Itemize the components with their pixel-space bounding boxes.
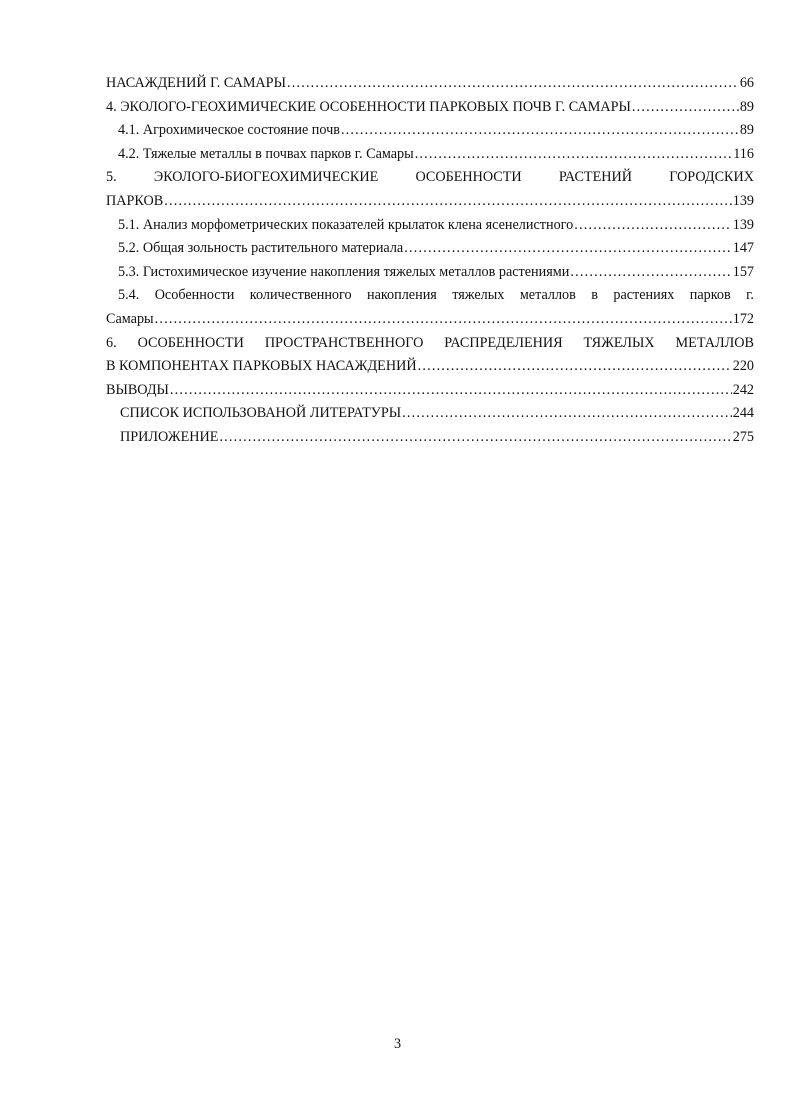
toc-entry bbox=[106, 308, 754, 332]
toc-word: накопления bbox=[366, 287, 437, 304]
toc-leader-dots bbox=[574, 214, 731, 238]
toc-entry bbox=[106, 96, 754, 120]
toc-subentry bbox=[106, 143, 754, 167]
toc-leader-dots bbox=[164, 190, 732, 214]
toc-subentry-justified-line bbox=[106, 284, 754, 308]
toc-leader-dots bbox=[415, 143, 733, 167]
toc-entry-page: 116 bbox=[733, 145, 754, 162]
toc-entry-title: Самары bbox=[106, 310, 154, 327]
page-number: 3 bbox=[393, 1036, 402, 1052]
toc-word: ЭКОЛОГО-БИОГЕОХИМИЧЕСКИЕ bbox=[153, 169, 379, 186]
toc-entry-page: 139 bbox=[732, 192, 754, 209]
toc-entry-justified-line bbox=[106, 166, 754, 190]
toc-entry bbox=[106, 402, 754, 426]
toc-word: растениях bbox=[613, 287, 675, 304]
toc-word: тяжелых bbox=[452, 287, 505, 304]
toc-leader-dots bbox=[170, 379, 732, 403]
toc-entry-title: 4. ЭКОЛОГО-ГЕОХИМИЧЕСКИЕ ОСОБЕННОСТИ ПАРКОВЫХ ПОЧВ Г. САМАРЫ bbox=[106, 98, 631, 115]
toc-entry-page: 66 bbox=[739, 75, 754, 91]
toc-leader-dots bbox=[418, 355, 732, 379]
toc-entry-page: 220 bbox=[732, 358, 754, 375]
toc-word: 5.4. bbox=[118, 287, 140, 304]
toc-entry-title: В КОМПОНЕНТАХ ПАРКОВЫХ НАСАЖДЕНИЙ bbox=[106, 358, 417, 375]
toc-entry-title: 5.3. Гистохимическое изучение накопления тяжелых металлов растениями bbox=[118, 263, 570, 280]
toc-word: МЕТАЛЛОВ bbox=[675, 334, 754, 351]
toc-entry-title: 4.2. Тяжелые металлы в почвах парков г. Самары bbox=[118, 145, 414, 162]
toc-leader-dots bbox=[287, 72, 739, 96]
toc-word: ГОРОДСКИХ bbox=[669, 169, 754, 186]
toc-leader-dots bbox=[219, 426, 731, 450]
toc-subentry bbox=[106, 237, 754, 261]
toc-entry bbox=[106, 355, 754, 379]
toc-entry-title: 5.2. Общая зольность растительного материала bbox=[118, 240, 404, 257]
toc-leader-dots bbox=[402, 402, 732, 426]
toc-entry-page: 157 bbox=[732, 263, 754, 280]
toc-word: ОСОБЕННОСТИ bbox=[415, 169, 522, 186]
toc-leader-dots bbox=[632, 96, 739, 120]
toc-leader-dots bbox=[404, 237, 731, 261]
toc-entry-page: 275 bbox=[732, 428, 754, 445]
toc-word: 6. bbox=[106, 334, 117, 351]
toc-entry-title: ПАРКОВ bbox=[106, 192, 164, 209]
toc-entry-title: 4.1. Агрохимическое состояние почв bbox=[118, 122, 340, 139]
toc-entry-justified-line bbox=[106, 332, 754, 356]
toc-entry-page: 244 bbox=[732, 405, 754, 422]
toc-word: Особенности bbox=[154, 287, 235, 304]
toc-entry bbox=[106, 72, 754, 96]
toc-word: в bbox=[591, 287, 598, 304]
toc-word: парков bbox=[689, 287, 731, 304]
toc-entry-title: ВЫВОДЫ bbox=[106, 381, 169, 398]
toc-word: ПРОСТРАНСТВЕННОГО bbox=[264, 334, 424, 351]
toc-leader-dots bbox=[570, 261, 731, 285]
toc-entry-page: 147 bbox=[732, 240, 754, 257]
toc-leader-dots bbox=[341, 119, 739, 143]
toc-subentry bbox=[106, 261, 754, 285]
toc-word: г. bbox=[746, 287, 754, 304]
toc-word: РАСПРЕДЕЛЕНИЯ bbox=[444, 334, 563, 351]
table-of-contents bbox=[106, 72, 754, 450]
toc-entry-page: 89 bbox=[739, 122, 754, 139]
toc-entry-title: 5.1. Анализ морфометрических показателей крылаток клена ясенелистного bbox=[118, 216, 574, 233]
toc-entry-page: 89 bbox=[739, 98, 754, 115]
toc-word: РАСТЕНИЙ bbox=[558, 169, 633, 186]
toc-entry bbox=[106, 379, 754, 403]
toc-word: 5. bbox=[106, 169, 117, 186]
toc-entry-page: 139 bbox=[732, 216, 754, 233]
toc-word: металлов bbox=[519, 287, 576, 304]
toc-entry-title: НАСАЖДЕНИЙ Г. САМАРЫ bbox=[106, 75, 286, 91]
toc-word: ТЯЖЕЛЫХ bbox=[583, 334, 655, 351]
toc-entry bbox=[106, 426, 754, 450]
toc-word: ОСОБЕННОСТИ bbox=[137, 334, 244, 351]
toc-entry-title: СПИСОК ИСПОЛЬЗОВАНОЙ ЛИТЕРАТУРЫ bbox=[120, 405, 402, 422]
toc-subentry bbox=[106, 119, 754, 143]
toc-entry-page: 172 bbox=[732, 310, 754, 327]
toc-leader-dots bbox=[155, 308, 732, 332]
toc-subentry bbox=[106, 214, 754, 238]
toc-entry-page: 242 bbox=[732, 381, 754, 398]
toc-entry-title: ПРИЛОЖЕНИЕ bbox=[120, 428, 219, 445]
toc-word: количественного bbox=[249, 287, 352, 304]
toc-entry bbox=[106, 190, 754, 214]
